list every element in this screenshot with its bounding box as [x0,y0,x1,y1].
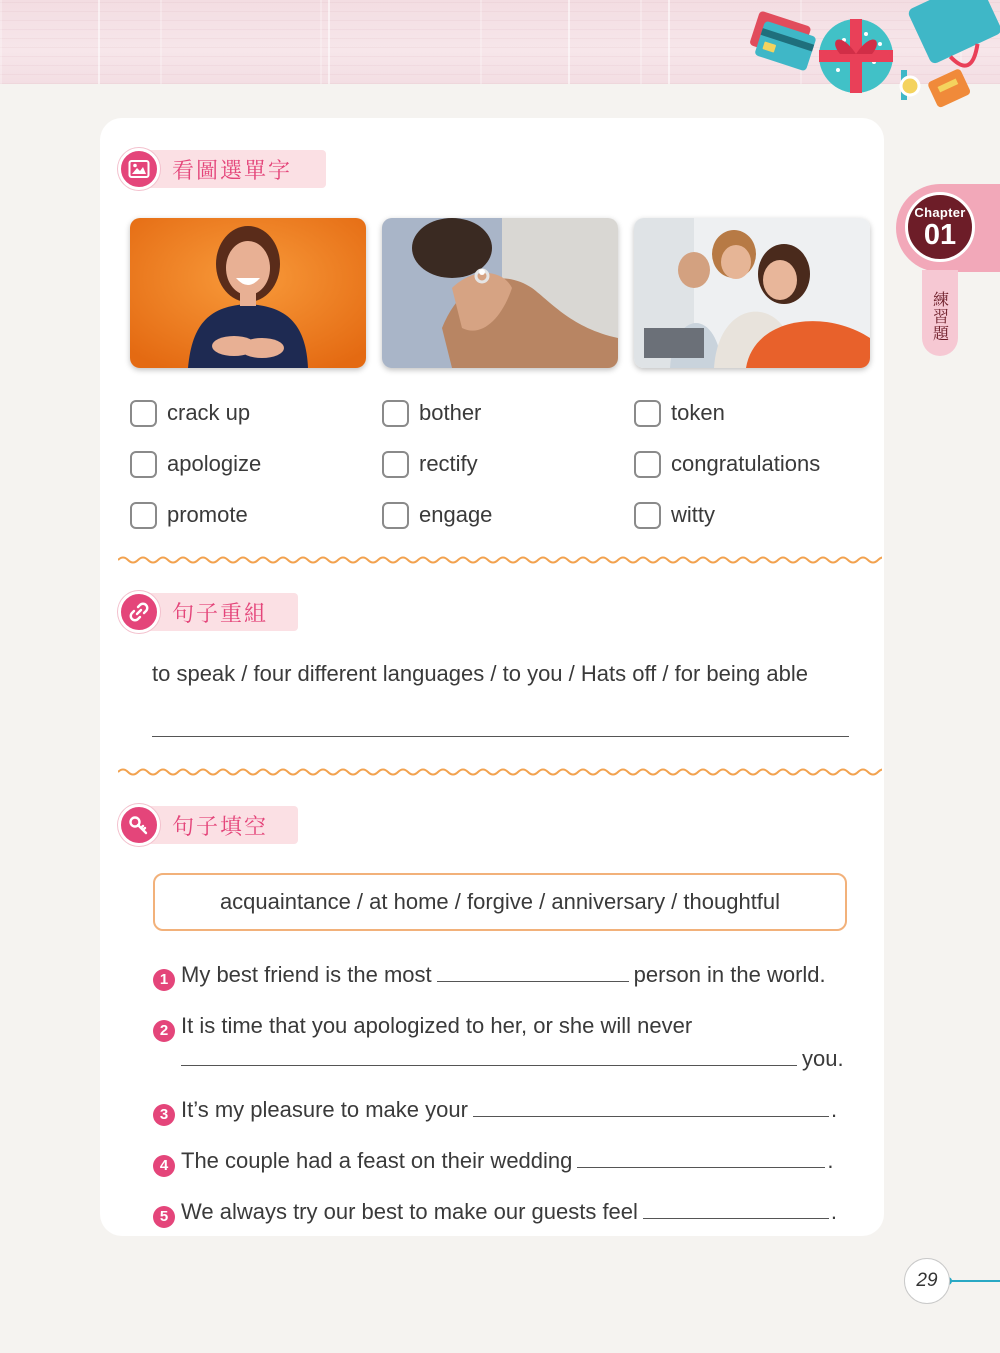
answer-blank[interactable] [643,1218,829,1219]
page-number [904,1258,950,1304]
checkbox[interactable] [382,451,409,478]
question-number: 3 [153,1104,175,1126]
chapter-badge [905,192,975,262]
page-number-text: 29 [916,1270,938,1291]
section-title: 句子重組 [172,601,269,627]
question-text: It is time that you apologized to her, or she will never [181,1013,693,1038]
checkbox[interactable] [634,400,661,427]
checkbox[interactable] [634,451,661,478]
question-text-end: . [830,1097,838,1122]
question-number: 5 [153,1206,175,1228]
question-3 [153,1097,837,1124]
question-text: We always try our best to make our guests feel [181,1199,638,1224]
question-2 [153,1013,692,1040]
option-promote[interactable] [130,500,248,530]
answer-blank[interactable] [473,1116,829,1117]
wood-plank [0,0,100,84]
option-label: token [671,400,725,425]
section-header-fill [118,806,268,844]
answer-blank[interactable] [577,1167,825,1168]
checkbox[interactable] [634,502,661,529]
option-label: bother [419,400,482,425]
question-text-end: . [827,1148,834,1173]
word-bank [153,873,847,931]
photo-celebrating-coworkers [634,218,870,368]
section-header-picture [118,150,292,188]
watch-icon [901,70,919,100]
reorder-answer-line[interactable] [152,736,849,737]
question-text-end: person in the world. [633,962,826,987]
option-engage[interactable] [382,500,492,530]
option-apologize[interactable] [130,449,261,479]
question-number: 4 [153,1155,175,1177]
option-rectify[interactable] [382,449,478,479]
option-label: witty [671,502,715,527]
key-icon [118,804,160,846]
wood-plank [330,0,570,84]
section-title: 看圖選單字 [172,158,293,184]
chapter-number: 01 [923,219,957,251]
answer-blank[interactable] [437,981,629,982]
chapter-subtitle: 練習題 [922,270,958,356]
wavy-divider [118,767,882,777]
question-text: The couple had a feast on their wedding [181,1148,573,1173]
wood-plank [100,0,330,84]
question-4 [153,1148,834,1175]
option-label: rectify [419,451,478,476]
shopping-bag-icon [907,0,1000,79]
option-label: congratulations [671,451,821,476]
checkbox[interactable] [130,502,157,529]
question-number: 2 [153,1020,175,1042]
photo-laughing-woman [130,218,366,368]
question-text: My best friend is the most [181,962,432,987]
answer-blank[interactable] [181,1065,797,1066]
gift-decoration-illustration [740,0,1000,112]
question-5 [153,1199,837,1226]
wavy-divider [118,555,882,565]
option-witty[interactable] [634,500,715,530]
photo-engagement-ring [382,218,618,368]
option-congratulations[interactable] [634,449,820,479]
link-icon [118,591,160,633]
option-label: apologize [167,451,262,476]
question-text-end: you. [802,1046,844,1071]
option-label: promote [167,502,248,527]
checkbox[interactable] [130,451,157,478]
question-1 [153,962,826,989]
word-bank-text: acquaintance / at home / forgive / anniversary / thoughtful [219,889,781,914]
checkbox[interactable] [382,502,409,529]
wallet-icon [927,68,971,109]
option-label: engage [419,502,493,527]
wood-plank [570,0,670,84]
checkbox[interactable] [382,400,409,427]
question-text-end: . [830,1199,838,1224]
checkbox[interactable] [130,400,157,427]
section-title: 句子填空 [172,814,269,840]
question-2-continuation [181,1046,844,1072]
question-number: 1 [153,969,175,991]
chapter-label: Chapter [914,205,966,220]
section-header-reorder [118,593,268,631]
page-number-line [948,1280,1000,1282]
option-bother[interactable] [382,398,481,428]
option-label: crack up [167,400,251,425]
picture-icon [118,148,160,190]
gift-box-icon [819,19,893,93]
question-text: It’s my pleasure to make your [181,1097,468,1122]
option-token[interactable] [634,398,725,428]
credit-card-icon [747,10,820,71]
reorder-prompt: to speak / four different languages / to you / Hats off / for being able [152,661,808,686]
option-crack-up[interactable] [130,398,250,428]
